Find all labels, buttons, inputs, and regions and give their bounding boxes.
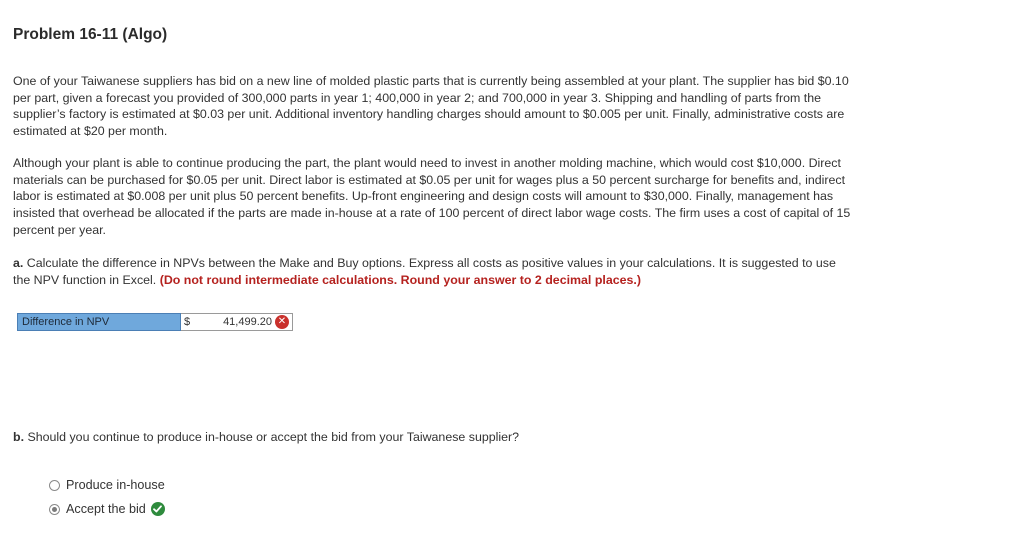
part-a-text: Calculate the difference in NPVs between the Make and Buy options. Express all costs as positive values in your calculations. It is suggested to use the NPV function in Excel. bbox=[13, 256, 836, 287]
answer-label: Difference in NPV bbox=[17, 313, 181, 331]
currency-symbol: $ bbox=[184, 316, 191, 328]
problem-paragraph-1: One of your Taiwanese suppliers has bid on a new line of molded plastic parts that is currently being assembled at your plant. The supplier has bid $0.10 per part, given a forecast you provided of 300,000 parts in year 1; 400,000 in year 2; and 700,000 in year 3. Shipping and handling of parts from the supplier’s factory is estimated at $0.03 per unit. Additional inventory handling charges should amount to $0.005 per unit. Finally, administrative costs are estimated at $20 per month. bbox=[13, 74, 849, 139]
part-a-question bbox=[13, 255, 853, 288]
problem-paragraph-2: Although your plant is able to continue producing the part, the plant would need to invest in another molding machine, which would cost $10,000. Direct materials can be purchased for $0.05 per unit. Direct labor is estimated at $0.05 per unit for wages plus a 50 percent surcharge for benefits and, indirect labor is estimated at $0.008 per unit plus 50 percent benefits. Up-front engineering and design costs will amount to $30,000. Finally, management has insisted that overhead be allocated if the parts are made in-house at a rate of 100 percent of direct labor wage costs. The firm uses a cost of capital of 15 percent per year. bbox=[13, 156, 851, 237]
incorrect-x-icon: ✕ bbox=[275, 315, 289, 329]
option-label: Accept the bid bbox=[66, 502, 146, 516]
option-produce-in-house[interactable] bbox=[49, 476, 165, 494]
answer-row bbox=[17, 313, 293, 331]
answer-value[interactable]: 41,499.20 bbox=[223, 316, 272, 328]
option-label: Produce in-house bbox=[66, 478, 165, 492]
part-b-options bbox=[49, 476, 165, 524]
option-accept-bid[interactable] bbox=[49, 500, 165, 518]
part-b-text: Should you continue to produce in-house or accept the bid from your Taiwanese supplier? bbox=[24, 430, 520, 444]
part-b-prefix: b. bbox=[13, 430, 25, 444]
correct-check-icon bbox=[151, 502, 165, 516]
radio-accept-bid[interactable] bbox=[49, 504, 60, 515]
radio-produce-in-house[interactable] bbox=[49, 480, 60, 491]
part-a-instruction: (Do not round intermediate calculations. Round your answer to 2 decimal places.) bbox=[159, 272, 641, 287]
part-a-prefix: a. bbox=[13, 256, 24, 270]
part-b-question bbox=[13, 430, 519, 444]
npv-answer-input[interactable] bbox=[181, 313, 293, 331]
page-title: Problem 16-11 (Algo) bbox=[13, 26, 168, 43]
